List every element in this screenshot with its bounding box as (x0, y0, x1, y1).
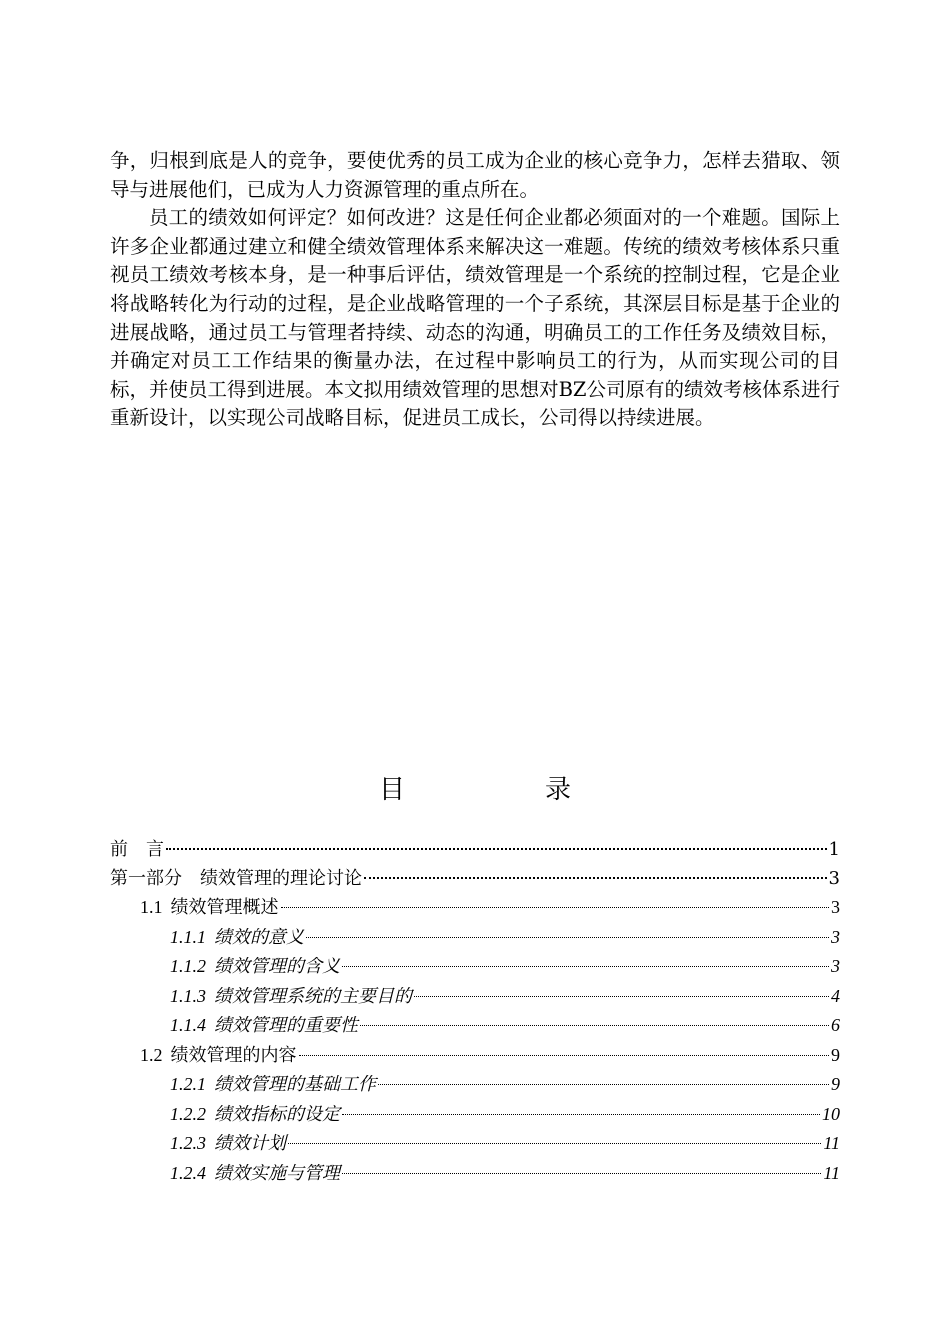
table-of-contents (110, 836, 840, 1188)
toc-entry-number: 1.1.4 (170, 1015, 206, 1035)
toc-leader (364, 877, 827, 879)
toc-entry-title: 绩效管理系统的主要目的 (214, 985, 412, 1007)
toc-page-number: 9 (831, 1044, 840, 1065)
toc-leader (414, 996, 829, 997)
toc-entry-number: 1.1.3 (170, 985, 206, 1006)
toc-title-left: 目 (378, 775, 405, 805)
toc-leader (299, 1055, 830, 1056)
toc-page-number: 3 (828, 867, 840, 889)
toc-leader (306, 937, 829, 938)
toc-entry-title: 绩效实施与管理 (214, 1162, 340, 1184)
toc-entry-1-2-2[interactable] (110, 1100, 840, 1130)
toc-entry-1-1-1[interactable] (110, 923, 840, 953)
toc-entry-number: 1.1.1 (170, 926, 206, 947)
toc-entry-title: 绩效管理的含义 (214, 956, 340, 977)
toc-title-right: 录 (545, 775, 572, 805)
toc-page-number: 11 (823, 1162, 840, 1183)
toc-page-number: 3 (831, 956, 840, 976)
body-text (110, 147, 840, 433)
toc-page-number: 6 (831, 1015, 840, 1035)
toc-entry-number: 1.2.4 (170, 1162, 206, 1183)
toc-entry-1-2[interactable] (110, 1041, 840, 1071)
toc-title (0, 770, 950, 810)
paragraph: 争，归根到底是人的竞争，要使优秀的员工成为企业的核心竞争力，怎样去猎取、领导与进展他们，已成为人力资源管理的重点所在。 (110, 149, 840, 201)
toc-entry-1-1-4[interactable] (110, 1011, 840, 1041)
toc-entry-1-2-1[interactable] (110, 1070, 840, 1100)
toc-entry-1-2-3[interactable] (110, 1129, 840, 1159)
toc-page-number: 1 (828, 839, 840, 860)
toc-entry-title: 绩效管理的内容 (170, 1044, 297, 1066)
toc-page-number: 10 (822, 1103, 840, 1124)
toc-entry-number: 1.2.2 (170, 1103, 206, 1124)
toc-entry-1-1-3[interactable] (110, 982, 840, 1012)
toc-entry-title: 绩效管理概述 (170, 897, 279, 918)
toc-leader (342, 966, 829, 967)
toc-page-number: 3 (831, 897, 840, 917)
toc-entry-title: 绩效的意义 (214, 926, 304, 948)
toc-entry-title: 绩效管理的重要性 (214, 1015, 358, 1036)
toc-entry-number: 1.1.2 (170, 956, 206, 976)
toc-entry-1-1[interactable] (110, 893, 840, 923)
toc-entry-number: 1.2 (140, 1044, 163, 1065)
toc-page-number: 4 (831, 985, 840, 1006)
toc-entry-1-2-4[interactable] (110, 1159, 840, 1189)
toc-entry-label: 绩效管理的理论讨论 (200, 867, 362, 889)
toc-entry-preface[interactable] (110, 836, 840, 865)
toc-page-number: 11 (823, 1133, 840, 1153)
toc-entry-number: 1.2.3 (170, 1133, 206, 1153)
toc-entry-number: 1.2.1 (170, 1074, 206, 1094)
toc-leader (360, 1025, 829, 1026)
toc-page-number: 3 (831, 926, 840, 947)
toc-page-number: 9 (831, 1074, 840, 1094)
toc-entry-label: 第一部分 (110, 867, 182, 889)
toc-entry-label: 前 (110, 839, 128, 860)
toc-entry-title: 绩效计划 (214, 1133, 286, 1154)
toc-entry-number: 1.1 (140, 897, 163, 917)
toc-leader (342, 1173, 821, 1174)
toc-leader (342, 1114, 820, 1115)
toc-entry-part-one[interactable] (110, 865, 840, 894)
toc-entry-1-1-2[interactable] (110, 952, 840, 982)
toc-entry-title: 绩效指标的设定 (214, 1103, 340, 1125)
toc-entry-title: 绩效管理的基础工作 (214, 1074, 376, 1095)
toc-entry-label: 言 (146, 839, 164, 860)
toc-leader (378, 1084, 829, 1085)
toc-leader (288, 1143, 821, 1144)
paragraph: 员工的绩效如何评定？如何改进？这是任何企业都必须面对的一个难题。国际上许多企业都通过建立和健全绩效管理体系来解决这一难题。传统的绩效考核体系只重视员工绩效考核本身，是一种事后评估，绩效管理是一个系统的控制过程，它是企业将战略转化为行动的过程，是企业战略管理的一个子系统，其深层目标是基于企业的进展战略，通过员工与管理者持续、动态的沟通，明确员工的工作任务及绩效目标，并确定对员工工作结果的衡量办法，在过程中影响员工的行为，从而实现公司的目标，并使员工得到进展。本文拟用绩效管理的思想对BZ公司原有的绩效考核体系进行重新设计，以实现公司战略目标，促进员工成长，公司得以持续进展。 (110, 206, 840, 430)
toc-leader (281, 907, 830, 908)
toc-leader (166, 848, 827, 850)
